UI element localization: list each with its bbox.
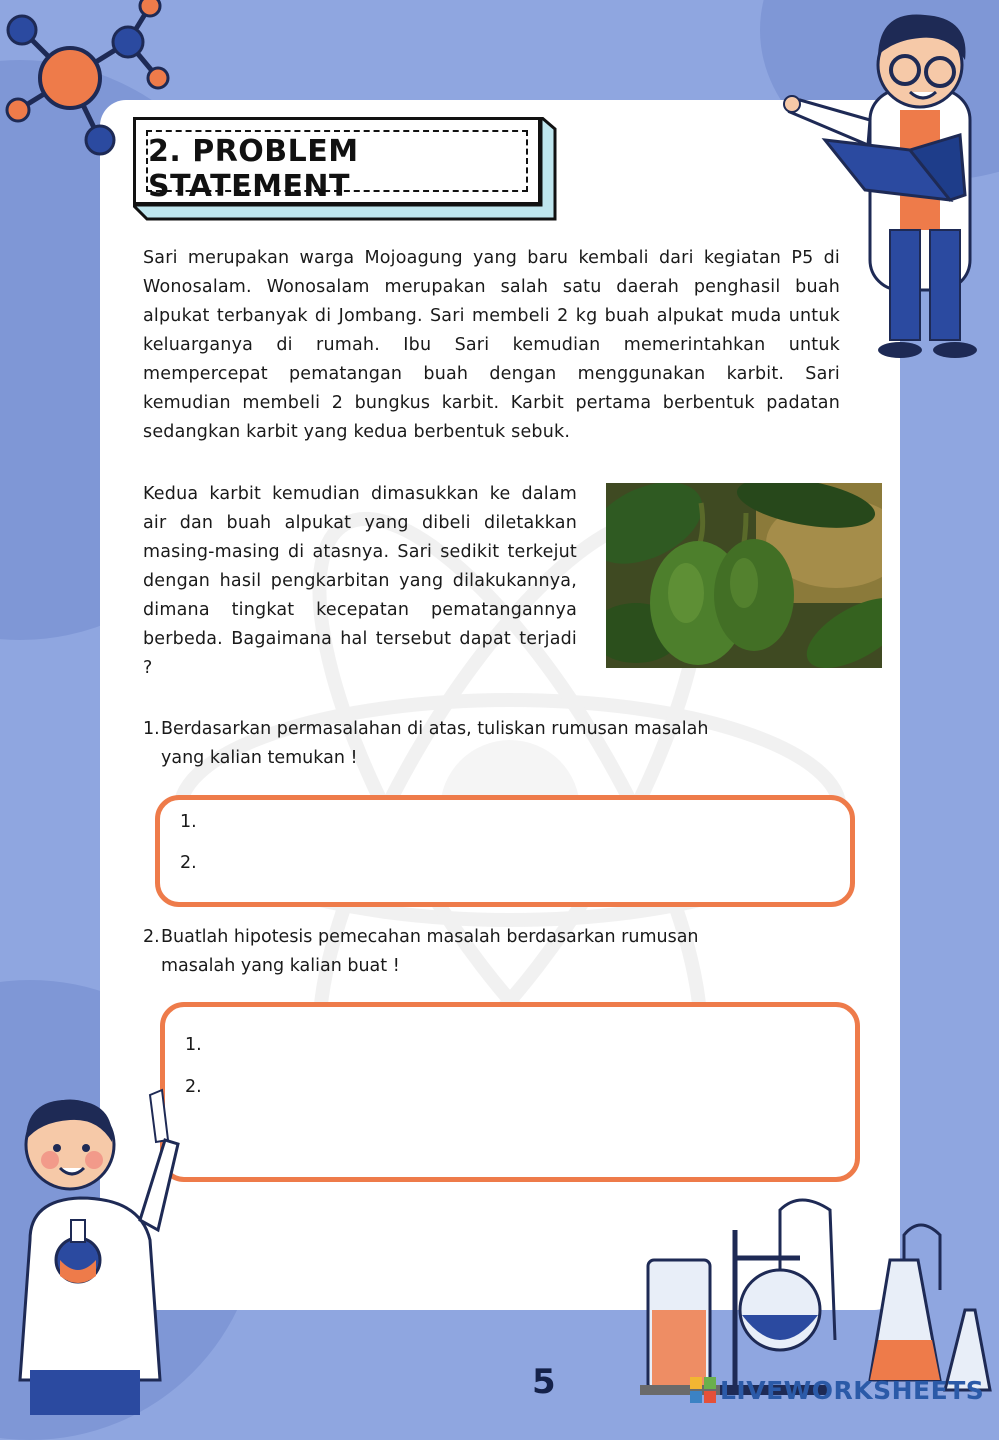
scientist-flask-illustration bbox=[0, 1080, 200, 1415]
answer-line-1[interactable]: 1. bbox=[185, 1035, 202, 1055]
answer-line-1[interactable]: 1. bbox=[180, 812, 197, 832]
question-1 bbox=[143, 715, 823, 773]
section-title-box bbox=[133, 117, 557, 221]
answer-line-2[interactable]: 2. bbox=[185, 1077, 202, 1097]
page-title: 2. PROBLEM STATEMENT bbox=[148, 134, 359, 204]
problem-paragraph-1: Sari merupakan warga Mojoagung yang baru kembali dari kegiatan P5 di Wonosalam. Wonosalam merupakan salah satu daerah penghasil buah alpukat terbanyak di Jombang. Sari membeli 2 kg buah alpukat muda untuk keluarganya di rumah. Ibu Sari kemudian memerintahkan untuk mempercepat pematangan buah dengan menggunakan karbit. Sari kemudian membeli 2 bungkus karbit. Karbit pertama berbentuk padatan sedangkan karbit yang kedua berbentuk sebuk. bbox=[143, 248, 840, 442]
question-2 bbox=[143, 923, 823, 981]
question-text: Buatlah hipotesis pemecahan masalah berdasarkan rumusan bbox=[161, 927, 699, 947]
title-frame bbox=[133, 117, 541, 205]
answer-box-2[interactable] bbox=[160, 1002, 860, 1182]
answer-line-2[interactable]: 2. bbox=[180, 853, 197, 873]
page-number: 5 bbox=[532, 1362, 556, 1402]
question-text: Berdasarkan permasalahan di atas, tuliskan rumusan masalah bbox=[161, 719, 709, 739]
question-text-continued: yang kalian temukan ! bbox=[161, 748, 358, 768]
question-text-continued: masalah yang kalian buat ! bbox=[161, 956, 400, 976]
problem-paragraph-2: Kedua karbit kemudian dimasukkan ke dalam air dan buah alpukat yang dibeli diletakkan masing-masing di atasnya. Sari sedikit terkejut dengan hasil pengkarbitan yang dilakukannya, dimana tingkat kecepatan pematangannya berbeda. Bagaimana hal tersebut dapat terjadi ? bbox=[143, 484, 577, 678]
brand-name: LIVEWORKSHEETS bbox=[720, 1375, 985, 1405]
question-number: 2. bbox=[143, 927, 160, 947]
question-number: 1. bbox=[143, 719, 160, 739]
liveworksheets-brand[interactable] bbox=[690, 1373, 984, 1407]
answer-box-1[interactable] bbox=[155, 795, 855, 907]
liveworksheets-logo-icon bbox=[690, 1377, 716, 1403]
avocado-photo bbox=[606, 483, 882, 668]
